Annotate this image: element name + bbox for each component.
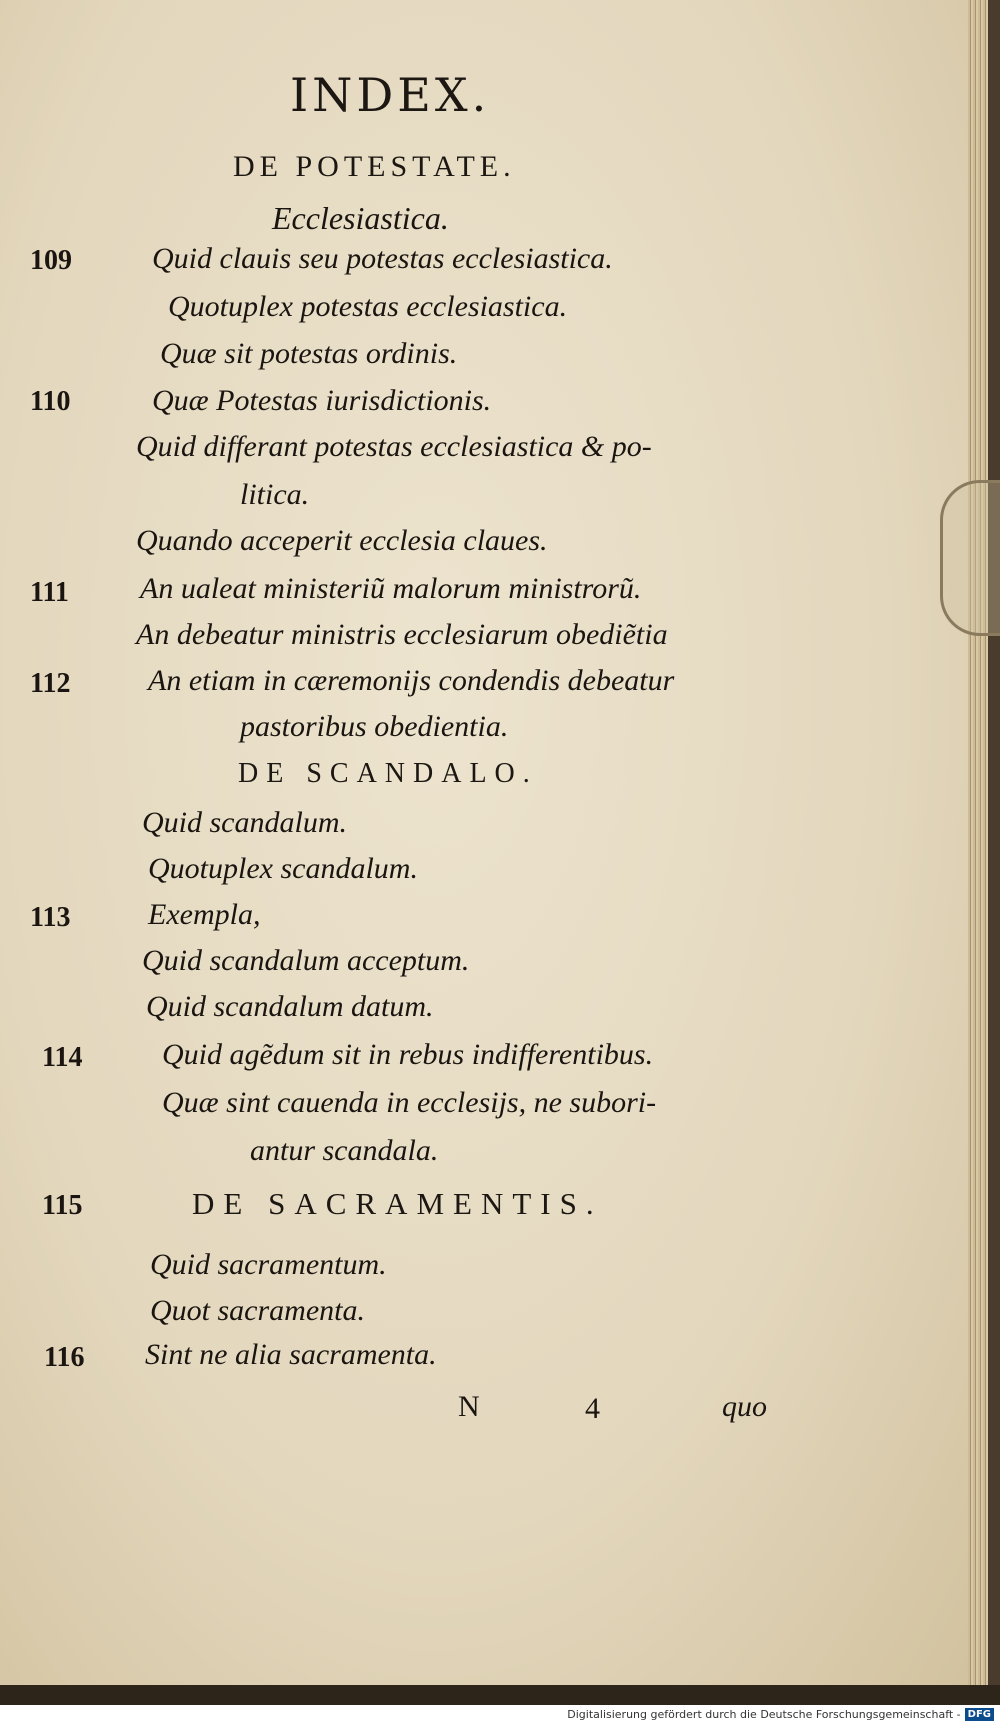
page-number: 111 bbox=[30, 577, 69, 608]
catchword: quo bbox=[722, 1390, 767, 1423]
index-entry: Quid scandalum datum. bbox=[146, 990, 434, 1023]
clasp-shadow bbox=[940, 480, 1000, 636]
index-entry: Quid differant potestas ecclesiastica & po- bbox=[136, 430, 652, 463]
index-entry: Quid scandalum acceptum. bbox=[142, 944, 470, 977]
index-entry: An ualeat ministeriũ malorum ministrorũ. bbox=[140, 572, 642, 605]
page-number: 112 bbox=[30, 668, 71, 699]
section-subheading-potestate: Ecclesiastica. bbox=[272, 200, 449, 236]
index-entry: Quotuplex potestas ecclesiastica. bbox=[168, 290, 568, 323]
index-entry: Quæ sit potestas ordinis. bbox=[160, 337, 458, 370]
page-edge bbox=[968, 0, 988, 1685]
index-entry: Quotuplex scandalum. bbox=[148, 852, 418, 885]
signature-number: 4 bbox=[585, 1392, 600, 1425]
index-entry: Quot sacramenta. bbox=[150, 1294, 365, 1327]
index-entry: Sint ne alia sacramenta. bbox=[145, 1338, 437, 1371]
page-number: 114 bbox=[42, 1042, 83, 1073]
index-entry: Quid scandalum. bbox=[142, 806, 347, 839]
section-heading-potestate: DE POTESTATE. bbox=[233, 150, 516, 183]
page-number: 113 bbox=[30, 902, 71, 933]
index-entry: Quæ sint cauenda in ecclesijs, ne subori- bbox=[162, 1086, 657, 1119]
index-entry: pastoribus obedientia. bbox=[240, 710, 509, 743]
digitization-footer bbox=[0, 1705, 1000, 1723]
page-number: 110 bbox=[30, 386, 71, 417]
index-entry: An debeatur ministris ecclesiarum obediẽtia bbox=[136, 618, 668, 651]
index-entry: Quid clauis seu potestas ecclesiastica. bbox=[152, 242, 613, 275]
index-entry: antur scandala. bbox=[250, 1134, 439, 1167]
page-number: 109 bbox=[30, 245, 72, 276]
index-entry: Quando acceperit ecclesia claues. bbox=[136, 524, 548, 557]
signature-mark: N bbox=[458, 1390, 480, 1423]
page-title: INDEX. bbox=[290, 68, 491, 122]
page-number: 116 bbox=[44, 1342, 85, 1373]
index-entry: Exempla, bbox=[148, 898, 261, 931]
section-heading-sacramentis: DE SACRAMENTIS. bbox=[192, 1186, 603, 1221]
index-entry: litica. bbox=[240, 478, 310, 511]
index-entry: An etiam in cæremonijs condendis debeatur bbox=[148, 664, 675, 697]
footer-text: Digitalisierung gefördert durch die Deutsche Forschungsgemeinschaft - bbox=[567, 1707, 961, 1721]
index-entry: Quid sacramentum. bbox=[150, 1248, 387, 1281]
scan-bottom-edge bbox=[0, 1685, 1000, 1705]
section-heading-scandalo: DE SCANDALO. bbox=[238, 758, 538, 789]
dfg-logo: DFG bbox=[965, 1708, 994, 1721]
page-number: 115 bbox=[42, 1190, 83, 1221]
index-entry: Quid agẽdum sit in rebus indifferentibus. bbox=[162, 1038, 654, 1071]
index-entry: Quæ Potestas iurisdictionis. bbox=[152, 384, 492, 417]
